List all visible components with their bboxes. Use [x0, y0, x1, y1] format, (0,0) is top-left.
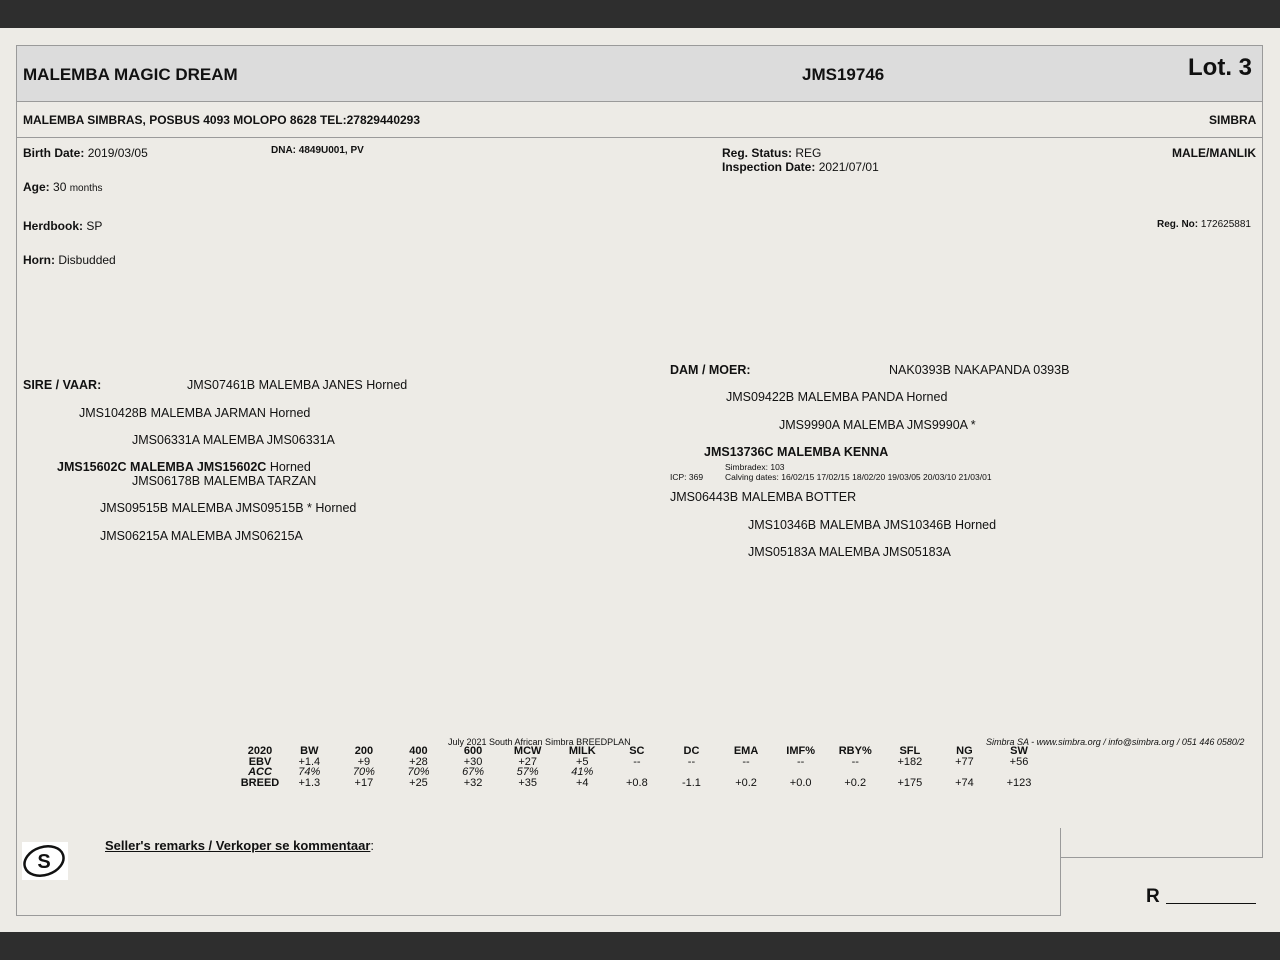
acc-cell: [773, 767, 828, 778]
headers-cell: 400: [409, 745, 428, 757]
simbra-contact: Simbra SA - www.simbra.org / info@simbra.org / 051 446 0580/2: [986, 737, 1245, 747]
acc-cell: 41%: [571, 766, 594, 778]
ebv-cell: +9: [357, 755, 371, 768]
horn-status: Horn: Disbudded: [23, 253, 116, 267]
acc-cell: [719, 767, 774, 778]
simbra-logo-icon: [22, 842, 68, 880]
price-input-line[interactable]: [1166, 903, 1256, 904]
ebv-cell: EBV: [248, 755, 272, 768]
breed-cell: +0.2: [844, 776, 867, 789]
breed-cell: +4: [575, 776, 589, 789]
headers-cell: SFL: [899, 745, 921, 757]
headers-cell: 600: [463, 745, 483, 757]
headers-cell: IMF%: [786, 745, 815, 757]
breed-cell: +32: [463, 776, 483, 789]
dam-sire-dam: JMS13736C MALEMBA KENNA: [704, 445, 889, 459]
dna-info: DNA: 4849U001, PV: [271, 145, 364, 156]
acc-cell: [828, 767, 883, 778]
headers-cell: EMA: [733, 745, 759, 757]
catalogue-page: [0, 28, 1280, 932]
age: Age: 30 months: [23, 180, 103, 194]
ebv-cell: +5: [575, 755, 589, 768]
dam-dam-sire: JMS10346B MALEMBA JMS10346B Horned: [748, 518, 997, 532]
dam-label: DAM / MOER:: [670, 363, 751, 377]
sellers-remarks[interactable]: Seller's remarks / Verkoper se kommentaar:: [105, 838, 375, 853]
ebv-cell: +30: [463, 755, 483, 768]
acc-cell: 70%: [407, 766, 430, 778]
ebv-cell: +56: [1009, 755, 1029, 768]
registration-id: JMS19746: [802, 65, 885, 84]
headers-cell: SW: [1010, 745, 1028, 757]
simbradex: Simbradex: 103: [725, 462, 785, 472]
acc-cell: 70%: [352, 766, 375, 778]
breed-cell: -1.1: [681, 776, 701, 789]
breed-cell: +175: [897, 776, 923, 789]
sire-label: SIRE / VAAR:: [23, 378, 102, 392]
ebv-cell: +182: [897, 755, 923, 768]
herdbook: Herdbook: SP: [23, 219, 103, 233]
headers-cell: NG: [956, 745, 973, 757]
breed-cell: +74: [955, 776, 974, 789]
acc-cell: 57%: [516, 766, 539, 778]
price-label: R: [1146, 886, 1160, 907]
ebv-cell: --: [796, 755, 805, 768]
birth-date: Birth Date: 2019/03/05: [23, 146, 148, 160]
headers-cell: SC: [629, 745, 645, 757]
breedplan-table: [238, 746, 1046, 788]
sire: JMS07461B MALEMBA JANES Horned: [187, 378, 408, 392]
ebv-cell: --: [687, 755, 696, 768]
breedplan-header-row: [238, 746, 1046, 757]
sire-sire-sire: JMS06331A MALEMBA JMS06331A: [132, 433, 335, 447]
dam-dam-dam: JMS05183A MALEMBA JMS05183A: [748, 545, 951, 559]
inspection-date: Inspection Date: 2021/07/01: [722, 160, 879, 174]
sire-dam-dam: JMS06215A MALEMBA JMS06215A: [100, 529, 303, 543]
ebv-cell: +28: [409, 755, 428, 768]
sire-sire-dam: JMS15602C MALEMBA JMS15602C Horned: [57, 460, 311, 474]
dam-sire: JMS09422B MALEMBA PANDA Horned: [726, 390, 948, 404]
acc-cell: 74%: [298, 766, 321, 778]
headers-cell: 200: [354, 745, 374, 757]
ebv-cell: --: [633, 755, 641, 768]
simbra-logo: [22, 842, 68, 880]
sire-dam: JMS06178B MALEMBA TARZAN: [132, 474, 317, 488]
dam-sire-sire: JMS9990A MALEMBA JMS9990A *: [779, 418, 976, 432]
breed-cell: +17: [354, 776, 374, 789]
breed-cell: +0.2: [735, 776, 757, 789]
sire-sire: JMS10428B MALEMBA JARMAN Horned: [79, 406, 311, 420]
breed-cell: +0.8: [626, 776, 648, 789]
acc-cell: ACC: [248, 766, 272, 778]
breed-row: [238, 778, 1046, 789]
icp: ICP: 369: [670, 472, 704, 482]
ebv-cell: +1.4: [298, 755, 321, 768]
acc-row: [238, 767, 1046, 778]
breed-cell: +35: [518, 776, 537, 789]
breed-cell: +25: [409, 776, 428, 789]
breed-cell: BREED: [240, 776, 280, 789]
reg-no: Reg. No: 172625881: [1157, 219, 1251, 230]
lot-number: Lot. 3: [1188, 54, 1252, 81]
dam: NAK0393B NAKAPANDA 0393B: [889, 363, 1070, 377]
dam-dam: JMS06443B MALEMBA BOTTER: [670, 490, 857, 504]
logo-letter: S: [37, 851, 51, 873]
calving-dates: Calving dates: 16/02/15 17/02/15 18/02/20 19/03/05 20/03/10 21/03/01: [725, 472, 992, 482]
headers-cell: RBY%: [838, 745, 872, 757]
sire-dam-sire: JMS09515B MALEMBA JMS09515B * Horned: [100, 501, 357, 515]
acc-cell: [664, 767, 719, 778]
breed-cell: +1.3: [298, 776, 321, 789]
headers-cell: 2020: [247, 745, 273, 757]
headers-cell: MILK: [568, 745, 596, 757]
sex-label: MALE/MANLIK: [1172, 146, 1256, 160]
acc-cell: [610, 767, 665, 778]
acc-cell: [992, 767, 1047, 778]
ebv-cell: --: [851, 755, 859, 768]
owner-line: MALEMBA SIMBRAS, POSBUS 4093 MOLOPO 8628 TEL:27829440293: [23, 113, 421, 127]
headers-cell: MCW: [513, 745, 542, 757]
acc-cell: 67%: [462, 766, 485, 778]
breedplan-title: July 2021 South African Simbra BREEDPLAN: [448, 737, 631, 747]
ebv-cell: --: [742, 755, 750, 768]
reg-status: Reg. Status: REG: [722, 146, 822, 160]
animal-name: MALEMBA MAGIC DREAM: [23, 65, 238, 84]
acc-cell: [937, 767, 992, 778]
headers-cell: BW: [300, 745, 319, 757]
ebv-cell: +27: [518, 755, 537, 768]
ebv-cell: +77: [955, 755, 974, 768]
acc-cell: [883, 767, 938, 778]
breed-label: SIMBRA: [1209, 113, 1257, 127]
breed-cell: +123: [1006, 776, 1032, 789]
breed-cell: +0.0: [789, 776, 812, 789]
headers-cell: DC: [683, 745, 700, 757]
